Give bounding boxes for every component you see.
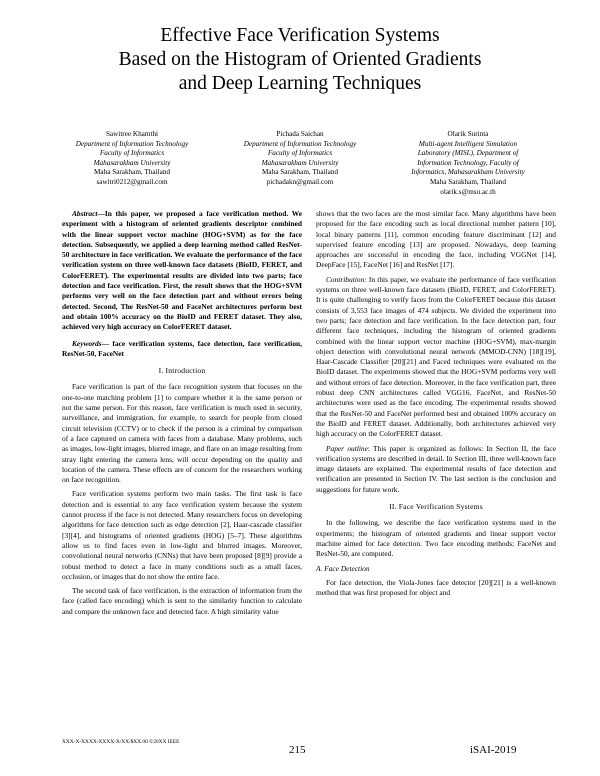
paragraph: shows that the two faces are the most similar face. Many algorithms have been proposed for the face encoding such as local directional number pattern [10], local binary patterns [11], common encoding feature discriminant [12] and supervised feature encoding [13] are proposed. Nowadays, deep learning approaches are successful in encoding the face, including VGGNet [14], DeepFace [15], FaceNet [16] and ResNet [17]. xyxy=(316,209,556,270)
section-heading-introduction: I. Introduction xyxy=(158,366,206,376)
outline-label: Paper outline xyxy=(326,443,368,453)
author-block xyxy=(52,130,548,197)
author-3 xyxy=(388,130,548,197)
paragraph: Face verification systems perform two main tasks. The first task is face detection and is essential to any face verification system because the system cannot process if the face is not detected. Many researchers focus on developing algorithms for face detection such as edge detection [2], Haar-cascade classifier [3][4], and histograms of oriented gradients (HOG) [5–7]. These algorithms allow us to find faces even in low-light and blurred images. Moreover, convolutional neural networks (CNNs) that have been proposed [8][9] provide a robust method to detect a face in many conditions such as a small faces, occlusion, or images that do not show the entire face. xyxy=(62,489,302,581)
author-name: Sawitree Khamthi xyxy=(105,130,159,138)
paper-title xyxy=(40,24,560,96)
copyright-notice: XXX-X-XXXX-XXXX-X/XX/$XX.00 ©20XX IEEE xyxy=(62,739,180,745)
section-heading-face-verification: II. Face Verification Systems xyxy=(389,502,483,512)
author-affiliation: Informatics, Mahasarakham University xyxy=(411,168,525,177)
author-affiliation: Multi-agent Intelligent Simulation xyxy=(418,139,518,148)
paragraph: For face detection, the Viola-Jones face detector [20][21] is a well-known method that was first proposed for object and xyxy=(316,577,556,598)
author-affiliation: Faculty of Informatics xyxy=(99,149,165,158)
outline-paragraph xyxy=(316,444,556,495)
author-location: Maha Sarakham, Thailand xyxy=(430,177,506,186)
author-1 xyxy=(52,130,212,197)
keywords-label: Keywords xyxy=(72,338,102,348)
paragraph: The second task of face verification, is the extraction of information from the face (called face encoding) which is sent to the similarity function to calculate and compare the unknown face and detected face. A high similarity value xyxy=(62,586,302,616)
subsection-heading-face-detection: A. Face Detection xyxy=(316,563,370,573)
outline-text: : This paper is organized as follows: In Section II, the face verification systems are described in detail. In Section III, three well-known face image datasets are explained. The experimental results of face detection and verification are presented in Section IV. The last section is the conclusion and suggestions for future work. xyxy=(316,443,556,494)
author-affiliation: Mahasarakham University xyxy=(261,158,339,167)
keywords-text: — face verification systems, face detection, face verification, ResNet-50, FaceNet xyxy=(62,338,302,358)
author-email: olarik.s@msu.ac.th xyxy=(440,187,496,196)
author-affiliation: Department of Information Technology xyxy=(75,139,189,148)
author-name: Olarik Surinta xyxy=(447,130,489,138)
abstract xyxy=(62,209,302,333)
author-affiliation: Faculty of Informatics xyxy=(267,149,333,158)
author-email: pichadakn@gmail.com xyxy=(266,177,334,186)
contribution-label: Contribution: xyxy=(326,274,367,284)
title-line-1: Effective Face Verification Systems xyxy=(160,25,440,46)
author-affiliation: Mahasarakham University xyxy=(93,158,171,167)
author-affiliation: Department of Information Technology xyxy=(243,139,357,148)
left-column xyxy=(62,209,302,621)
author-affiliation: Laboratory (MISL), Department of xyxy=(417,149,519,158)
title-line-3: and Deep Learning Techniques xyxy=(178,73,422,94)
contribution-paragraph xyxy=(316,275,556,440)
abstract-text: —In this paper, we proposed a face verification method. We experiment with a histogram of oriented gradients descriptor combined with the linear support vector machine (HOG+SVM) as for the face detection. Subsequently, we applied a deep learning method called ResNet-50 architecture in face verification. We evaluate the performance of the face verification system on three well-known face datasets (BioID, FERET, and ColorFERET). The experimental results are divided into two parts; face detection and face verification. First, the result shows that the HOG+SVM performs very well on the face detection part and without errors being detected. Second, The ResNet-50 and FaceNet architectures perform best and obtain 100% accuracy on the BioID and FERET dataset. They also, achieved very high accuracy on ColorFERET dataset. xyxy=(62,209,302,332)
author-affiliation: Information Technology, Faculty of xyxy=(417,158,519,167)
author-location: Maha Sarakham, Thailand xyxy=(94,168,170,177)
right-column xyxy=(316,209,556,602)
paragraph: In the following, we describe the face verification systems used in the experiments; the histogram of oriented gradients and linear support vector machine aimed for face detection. Two face encoding methods; FaceNet and ResNet-50, are computed. xyxy=(316,518,556,559)
author-2 xyxy=(220,130,380,197)
paragraph: Face verification is part of the face recognition system that focuses on the one-to-one matching problem [1] to compare whether it is the same person or not the same person. For this reason, face verification is much used in security, surveillance, and immigration, for example, to search for people from closed circuit television (CCTV) or to check if the person is a criminal by comparison of a face captured on camera with faces from a database. Many problems, such as images, low-light images, blurred image, and flare on an image resulting from stray light entering the camera lens, will occur depending on the quality and location of the camera. These effects are of concern for the researchers working on face recognition. xyxy=(62,382,302,485)
title-line-2: Based on the Histogram of Oriented Gradients xyxy=(118,49,482,70)
conference-name: iSAI-2019 xyxy=(470,744,517,756)
abstract-label: Abstract xyxy=(72,209,98,218)
author-location: Maha Sarakham, Thailand xyxy=(262,168,338,177)
page-number: 215 xyxy=(289,744,306,756)
contribution-text: In this paper, we evaluate the performance of face verification systems on three well-known face datasets (BioID, FERET, and ColorFERET). It is quite challenging to verify faces from the ColorFERET because this dataset consists of 3,553 face images of 474 subjects. We divided the experiment into two parts; face detection and face verification. In the face detection part, four different face techniques, including the histogram of oriented gradients combined with the linear support vector machine (HOG+SVM), max-margin object detection with convolutional neural network (MMOD-CNN) [18][19], Haar-Cascade Classifier [20][21] and Faced techniques were evaluated on the BioID dataset. The experiments showed that the HOG+SVM performs very well and without errors of face detection. Moreover, in the face verification part, three robust deep CNN architectures called VGG16, FaceNet, and ResNet-50 architectures were used as the face encoding. The experimental results showed that the ResNet-50 and FaceNet performed best and obtained 100% accuracy on the BioID and FERET dataset. Additionally, both architectures achieved very high accuracy on the ColorFERET dataset. xyxy=(316,274,556,439)
author-email: sawitri0212@gmail.com xyxy=(96,177,168,186)
author-name: Pichada Saichan xyxy=(276,130,324,138)
keywords xyxy=(62,339,302,360)
